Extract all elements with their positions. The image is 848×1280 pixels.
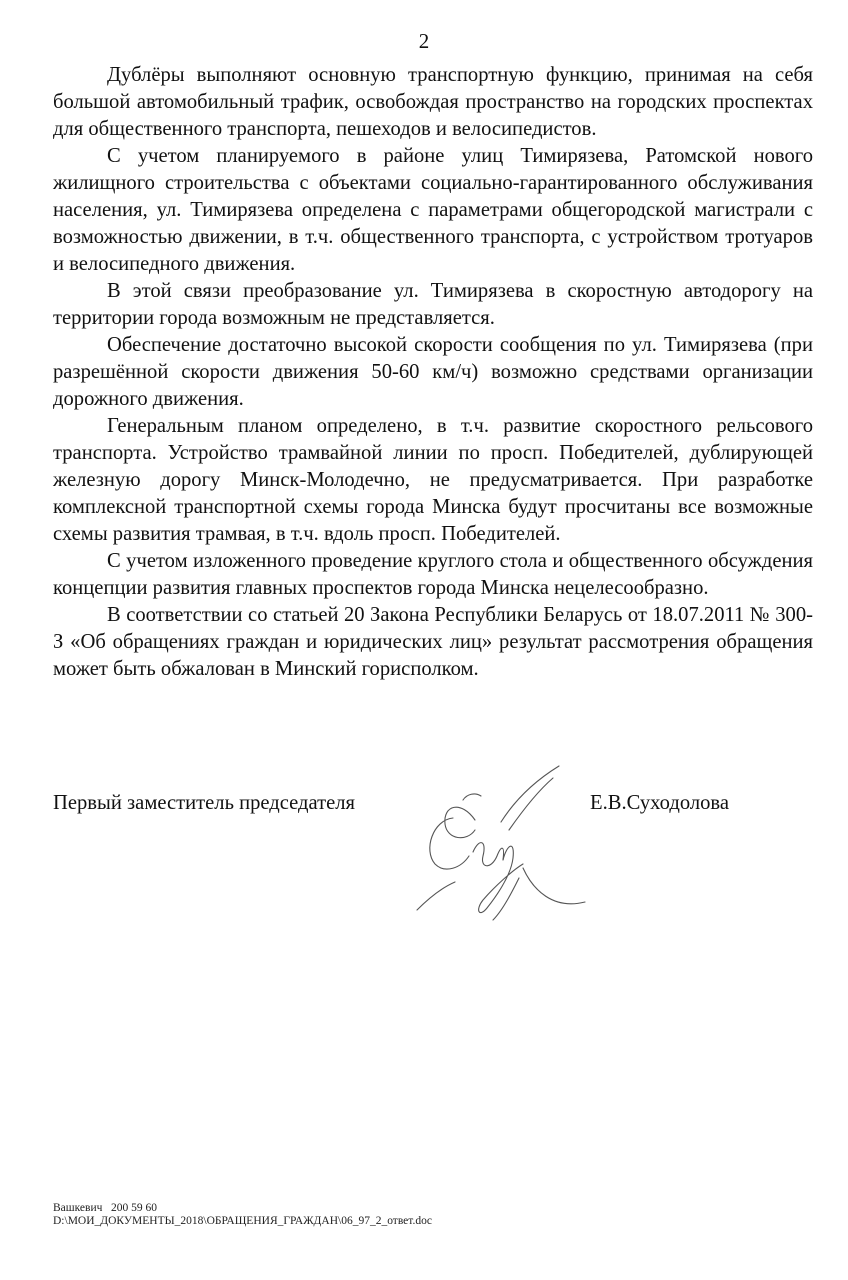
paragraph-expressway-conversion: В этой связи преобразование ул. Тимирязева в скоростную автодорогу на территории города возможным не представляется. <box>53 280 813 329</box>
executor-info: Вашкевич 200 59 60 <box>53 1202 158 1214</box>
handwritten-signature-icon <box>383 760 593 950</box>
file-path: D:\МОИ_ДОКУМЕНТЫ_2018\ОБРАЩЕНИЯ_ГРАЖДАН\06_97_2_ответ.doc <box>53 1215 432 1227</box>
page-number: 2 <box>418 29 430 53</box>
paragraph-speed-provision: Обеспечение достаточно высокой скорости сообщения по ул. Тимирязева (при разрешённой скорости движения 50-60 км/ч) возможно средствами организации дорожного движения. <box>53 334 813 410</box>
signature-block <box>53 790 813 950</box>
paragraph-round-table: С учетом изложенного проведение круглого стола и общественного обсуждения концепции развития главных проспектов города Минска нецелесообразно. <box>53 550 813 599</box>
signatory-position: Первый заместитель председателя <box>53 792 356 814</box>
letter-body <box>53 62 813 683</box>
signatory-name: Е.В.Суходолова <box>590 792 730 814</box>
paragraph-backup-roads: Дублёры выполняют основную транспортную функцию, принимая на себя большой автомобильный трафик, освобождая пространство на городских проспектах для общественного транспорта, пешеходов и велосипедистов. <box>53 64 813 140</box>
document-footer <box>53 1202 432 1228</box>
paragraph-timiryazeva-street: С учетом планируемого в районе улиц Тимирязева, Ратомской нового жилищного строительства с объектами социально-гарантированного обслуживания населения, ул. Тимирязева определена с параметрами общегородской магистрали с возможностью движении, в т.ч. общественного транспорта, с устройством тротуаров и велосипедного движения. <box>53 145 813 275</box>
paragraph-appeal-law: В соответствии со статьей 20 Закона Республики Беларусь от 18.07.2011 № 300-З «Об обращениях граждан и юридических лиц» результат рассмотрения обращения может быть обжалован в Минский горисполком. <box>53 604 813 680</box>
paragraph-general-plan: Генеральным планом определено, в т.ч. развитие скоростного рельсового транспорта. Устройство трамвайной линии по просп. Победителей, дублирующей железную дорогу Минск-Молодечно, не предусматривается. При разработке комплексной транспортной схемы города Минска будут просчитаны все возможные схемы развития трамвая, в т.ч. вдоль просп. Победителей. <box>53 415 813 545</box>
